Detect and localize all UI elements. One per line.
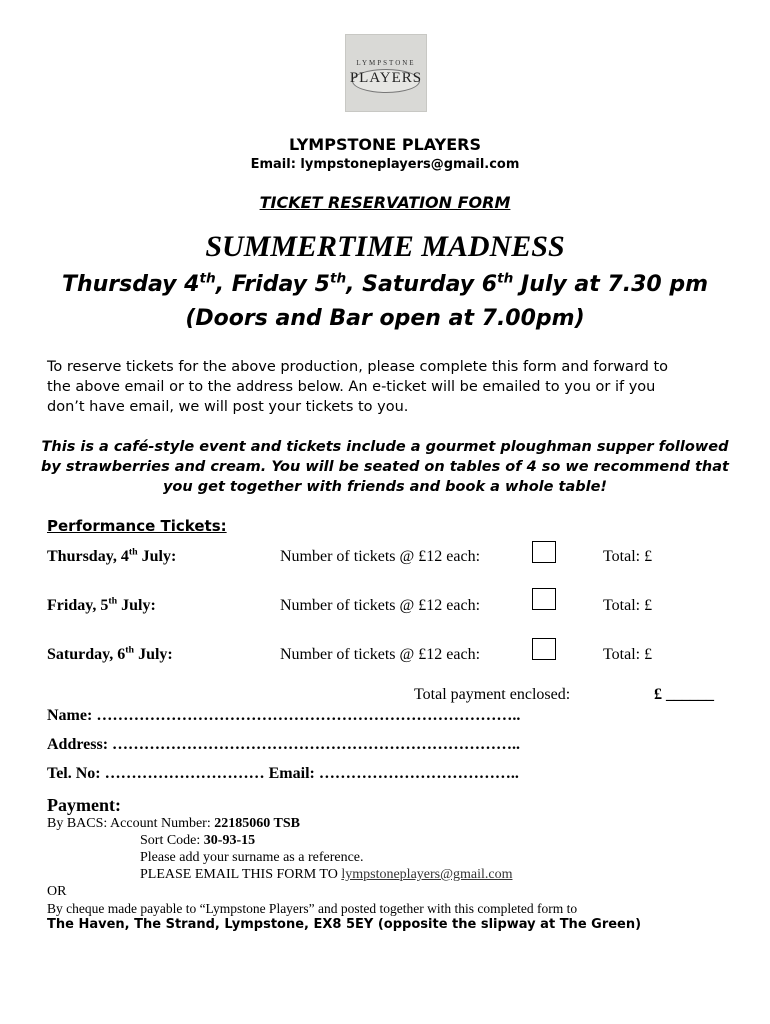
friday-total: Total: £ bbox=[603, 597, 653, 614]
name-field[interactable]: Name: …………………………………………………………………….. bbox=[47, 707, 521, 724]
friday-ticket-count-box[interactable] bbox=[532, 588, 556, 610]
bacs-account-number: 22185060 TSB bbox=[214, 816, 300, 831]
show-title: SUMMERTIME MADNESS bbox=[205, 230, 565, 263]
email-form-line: PLEASE EMAIL THIS FORM TO lympstoneplayers@gmail.com bbox=[140, 867, 513, 882]
intro-line: To reserve tickets for the above production, please complete this form and forward to bbox=[47, 359, 669, 375]
saturday-tickets-label: Number of tickets @ £12 each: bbox=[280, 646, 481, 663]
sort-code-value: 30-93-15 bbox=[203, 833, 256, 848]
intro-line: the above email or to the address below. An e-ticket will be emailed to you or if you bbox=[47, 379, 656, 395]
logo-top-text: LYMPSTONE bbox=[356, 59, 416, 67]
notice-line: by strawberries and cream. You will be seated on tables of 4 so we recommend that bbox=[41, 459, 729, 475]
saturday-ticket-count-box[interactable] bbox=[532, 638, 556, 660]
notice-line: This is a café-style event and tickets include a gourmet ploughman supper followed bbox=[41, 439, 729, 455]
intro-line: don’t have email, we will post your tickets to you. bbox=[47, 399, 409, 415]
friday-tickets-label: Number of tickets @ £12 each: bbox=[280, 597, 481, 614]
logo-main-text: PLAYERS bbox=[349, 70, 423, 86]
lympstone-players-logo bbox=[345, 34, 427, 112]
or-separator: OR bbox=[47, 884, 67, 899]
thursday-label: Thursday, 4th July: bbox=[47, 546, 177, 565]
address-field[interactable]: Address: ………………………………………………………………….. bbox=[47, 736, 521, 753]
total-payment-label: Total payment enclosed: bbox=[414, 686, 571, 703]
org-name: LYMPSTONE PLAYERS bbox=[289, 135, 481, 154]
payment-heading: Payment: bbox=[47, 795, 121, 815]
cheque-instructions: By cheque made payable to “Lympstone Players” and posted together with this completed form to bbox=[47, 901, 578, 916]
postal-address: The Haven, The Strand, Lympstone, EX8 5EY (opposite the slipway at The Green) bbox=[47, 917, 642, 932]
saturday-total: Total: £ bbox=[603, 646, 653, 663]
show-dates: Thursday 4th, Friday 5th, Saturday 6th July at 7.30 pm bbox=[61, 270, 709, 297]
intro-paragraph bbox=[47, 357, 727, 417]
org-email: Email: lympstoneplayers@gmail.com bbox=[250, 157, 520, 172]
thursday-total: Total: £ bbox=[603, 548, 653, 565]
friday-label: Friday, 5th July: bbox=[47, 595, 156, 614]
tel-email-field[interactable]: Tel. No: ………………………… Email: ……………………………….. bbox=[47, 765, 519, 782]
cafe-style-notice bbox=[40, 437, 730, 497]
email-link[interactable]: lympstoneplayers@gmail.com bbox=[341, 867, 513, 882]
total-payment-value[interactable]: £ ______ bbox=[654, 686, 714, 703]
thursday-tickets-label: Number of tickets @ £12 each: bbox=[280, 548, 481, 565]
form-title: TICKET RESERVATION FORM bbox=[259, 193, 511, 212]
saturday-label: Saturday, 6th July: bbox=[47, 644, 173, 663]
thursday-ticket-count-box[interactable] bbox=[532, 541, 556, 563]
bacs-line: By BACS: Account Number: 22185060 TSB bbox=[47, 816, 300, 831]
reference-note: Please add your surname as a reference. bbox=[140, 850, 364, 865]
doors-open: (Doors and Bar open at 7.00pm) bbox=[185, 306, 585, 331]
performance-tickets-heading: Performance Tickets: bbox=[47, 517, 227, 535]
sort-code-line: Sort Code: 30-93-15 bbox=[140, 833, 256, 848]
notice-line: you get together with friends and book a whole table! bbox=[162, 479, 608, 495]
